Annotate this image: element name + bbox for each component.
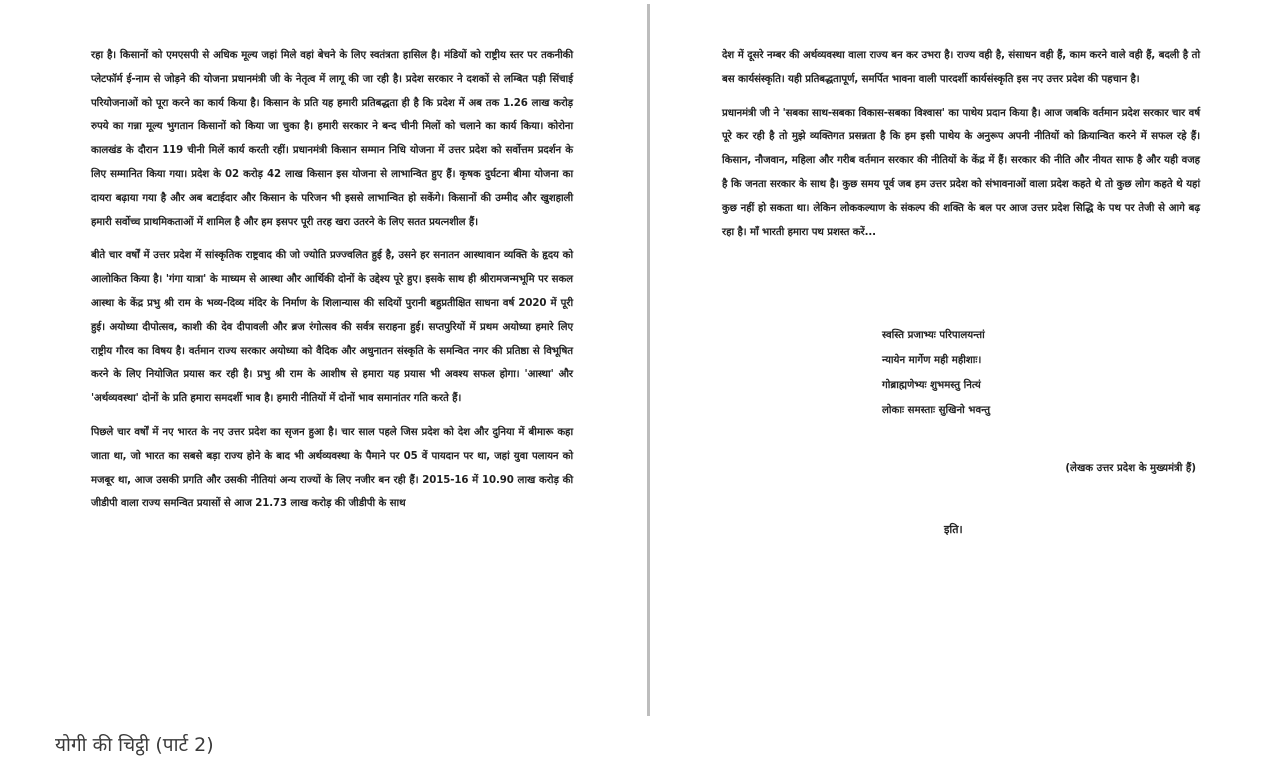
verse-line: लोकाः समस्ताः सुखिनो भवन्तु: [882, 405, 991, 416]
left-paragraph-3: पिछले चार वर्षों में नए भारत के नए उत्तर प्रदेश का सृजन हुआ है। चार साल पहले जिस प्रदेश को देश और दुनिया में बीमारू कहा जाता था, जो भारत का सबसे बड़ा राज्य होने के बाद भी अर्थव्यवस्था के पैमाने पर 05 वें पायदान पर था, जहां युवा पलायन को मजबूर था, आज उसकी प्रगति और उसकी नीतियां अन्य राज्यों के लिए नजीर बन रही हैं। 2015-16 में 10.90 लाख करोड़ की जीडीपी वाला राज्य समन्वित प्रयासों से आज 21.73 लाख करोड़ की जीडीपी के साथ: [91, 426, 573, 510]
left-paragraph-1: रहा है। किसानों को एमएसपी से अधिक मूल्य जहां मिले वहां बेचने के लिए स्वतंत्रता हासिल है। मंडियों को राष्ट्रीय स्तर पर तकनीकी प्लेटफॉर्म ई-नाम से जोड़ने की योजना प्रधानमंत्री जी के नेतृत्व में लागू की जा रही है। प्रदेश सरकार ने दशकों से लम्बित पड़ी सिंचाई परियोजनाओं को पूरा करने का कार्य किया है। किसान के प्रति यह हमारी प्रतिबद्धता ही है कि प्रदेश में अब तक 1.26 लाख करोड़ रुपये का गन्ना मूल्य भुगतान किसानों को किया जा चुका है। हमारी सरकार ने बन्द चीनी मिलों को चलाने का कार्य किया। कोरोना कालखंड के दौरान 119 चीनी मिलें कार्य करती रहीं। प्रधानमंत्री किसान सम्मान निधि योजना में उत्तर प्रदेश को सर्वोत्तम प्रदर्शन के लिए सम्मानित किया गया। प्रदेश के 02 करोड़ 42 लाख किसान इस योजना से लाभान्वित हुए हैं। कृषक दुर्घटना बीमा योजना का दायरा बढ़ाया गया है और अब बटाईदार और किसान के परिजन भी इससे लाभान्वित हो सकेंगे। किसानों की उम्मीद और खुशहाली हमारी सर्वोच्च प्राथमिकताओं में शामिल है और हम इसपर पूरी तरह खरा उतरने के लिए सतत प्रयत्नशील हैं।: [91, 50, 573, 228]
right-page-body: [722, 44, 1200, 254]
right-paragraph-2: प्रधानमंत्री जी ने 'सबका साथ-सबका विकास-सबका विश्वास' का पाथेय प्रदान किया है। आज जबकि वर्तमान प्रदेश सरकार चार वर्ष पूरे कर रही है तो मुझे व्यक्तिगत प्रसन्नता है कि हम इसी पाथेय के अनुरूप अपनी नीतियों को क्रियान्वित करने में सफल रहे हैं। किसान, नौजवान, महिला और गरीब वर्तमान सरकार की नीतियों के केंद्र में हैं। सरकार की नीति और नीयत साफ है और यही वजह है कि जनता सरकार के साथ है। कुछ समय पूर्व जब हम उत्तर प्रदेश को संभावनाओं वाला प्रदेश कहते थे तो कुछ लोग कहते थे यहां कुछ नहीं हो सकता था। लेकिन लोककल्याण के संकल्प की शक्ति के बल पर आज उत्तर प्रदेश सिद्धि के पथ पर तेजी से आगे बढ़ रहा है। माँ भारती हमारा पथ प्रशस्त करें...: [722, 107, 1200, 238]
left-paragraph-2: बीते चार वर्षों में उत्तर प्रदेश में सांस्कृतिक राष्ट्रवाद की जो ज्योति प्रज्ज्वलित हुई है, उसने हर सनातन आस्थावान व्यक्ति के हृदय को आलोकित किया है। 'गंगा यात्रा' के माध्यम से आस्था और आर्थिकी दोनों के उद्देश्य पूरे हुए। इसके साथ ही श्रीरामजन्मभूमि पर सकल आस्था के केंद्र प्रभु श्री राम के भव्य-दिव्य मंदिर के निर्माण के शिलान्यास की सदियों पुरानी बहुप्रतीक्षित साधना वर्ष 2020 में पूरी हुई। अयोध्या दीपोत्सव, काशी की देव दीपावली और ब्रज रंगोत्सव की सर्वत्र सराहना हुई। सप्तपुरियों में प्रथम अयोध्या हमारे लिए राष्ट्रीय गौरव का विषय है। वर्तमान राज्य सरकार अयोध्या को वैदिक और अधुनातन संस्कृति के समन्वित नगर की प्रतिष्ठा से विभूषित करने के लिए नियोजित प्रयास कर रही है। प्रभु श्री राम के आशीष से हमारा यह प्रयास भी अवश्य सफल होगा। 'आस्था' और 'अर्थव्यवस्था' दोनों के प्रति हमारा समदर्शी भाव है। हमारी नीतियों में दोनों भाव समानांतर गति करते हैं।: [91, 250, 573, 405]
closing-word: इति।: [944, 523, 963, 536]
left-page: [0, 0, 648, 718]
image-caption: योगी की चिट्ठी (पार्ट 2): [55, 734, 214, 756]
verse-line: स्वस्ति प्रजाभ्यः परिपालयन्तां: [882, 330, 985, 341]
left-page-body: [91, 44, 573, 526]
author-note: (लेखक उत्तर प्रदेश के मुख्यमंत्री हैं): [1065, 463, 1196, 474]
sanskrit-verse: [882, 323, 1102, 423]
verse-line: गोब्राह्मणेभ्यः शुभमस्तु नित्यं: [882, 380, 981, 391]
right-paragraph-1: देश में दूसरे नम्बर की अर्थव्यवस्था वाला राज्य बन कर उभरा है। राज्य वही है, संसाधन वही हैं, काम करने वाले वही हैं, बदली है तो बस कार्यसंस्कृति। यही प्रतिबद्धतापूर्ण, समर्पित भावना वाली पारदर्शी कार्यसंस्कृति इस नए उत्तर प्रदेश की पहचान है।: [722, 50, 1200, 85]
right-page: [652, 0, 1280, 718]
page-divider: [647, 4, 650, 716]
verse-line: न्यायेन मार्गेण मही महीशाः।: [882, 355, 982, 366]
